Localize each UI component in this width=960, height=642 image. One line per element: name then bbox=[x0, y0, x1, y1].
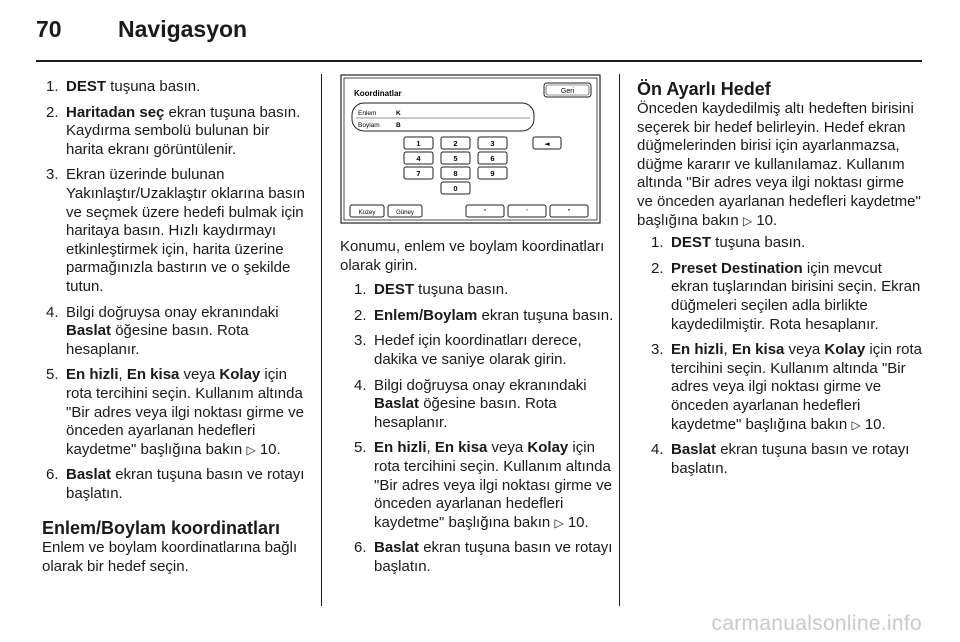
step-keyword: DEST bbox=[374, 281, 415, 299]
keypad-key-label: 3 bbox=[490, 139, 495, 148]
step-text: 10. bbox=[563, 513, 589, 531]
steps-list-left bbox=[42, 78, 310, 503]
page-reference-arrow-icon: ▷ bbox=[851, 417, 861, 432]
step-item bbox=[42, 78, 310, 97]
step-item bbox=[42, 104, 310, 160]
step-text: ekran tuşuna basın. Kaydırma sembolü bulunan bir harita ekranı görüntülenir. bbox=[66, 103, 301, 158]
page-title: Navigasyon bbox=[118, 16, 248, 42]
unit-key bbox=[508, 205, 546, 217]
step-text: tuşuna basın. bbox=[106, 78, 201, 95]
step-number: 6. bbox=[46, 466, 59, 484]
step-text: 10. bbox=[255, 440, 281, 458]
step-keyword: Baslat bbox=[66, 466, 112, 484]
keypad-key-1 bbox=[404, 137, 433, 149]
step-keyword: Baslat bbox=[374, 539, 420, 557]
step-number: 2. bbox=[354, 306, 367, 324]
step-text: veya bbox=[487, 439, 528, 457]
step-keyword: DEST bbox=[671, 234, 712, 252]
column-right bbox=[637, 78, 922, 485]
unit-key bbox=[550, 205, 588, 217]
south-button bbox=[388, 205, 422, 217]
column-left bbox=[42, 78, 310, 577]
unit-keys bbox=[466, 205, 588, 217]
backspace-icon: ◄ bbox=[544, 140, 550, 148]
step-number: 1. bbox=[46, 78, 59, 95]
step-item bbox=[350, 332, 615, 369]
step-item bbox=[350, 539, 615, 576]
back-button bbox=[544, 83, 591, 97]
backspace-key bbox=[533, 137, 561, 149]
step-item bbox=[350, 281, 615, 300]
section-heading-preset: Ön Ayarlı Hedef bbox=[637, 79, 771, 99]
page-reference-arrow-icon: ▷ bbox=[246, 442, 256, 457]
step-number: 2. bbox=[46, 103, 59, 121]
step-keyword: En hizli bbox=[671, 341, 724, 359]
page-reference-arrow-icon: ▷ bbox=[742, 213, 753, 228]
keypad-key-5 bbox=[441, 152, 470, 164]
coordinates-screen-illustration bbox=[340, 74, 602, 226]
step-number: 3. bbox=[354, 332, 367, 350]
step-text: için rota tercihini seçin. Kullanım altında "Bir adres veya ilgi noktası girme ve önceden ayarlanan hedefleri kaydetme" başlığına bakın bbox=[66, 366, 304, 458]
step-text: Bilgi doğruysa onay ekranındaki bbox=[374, 376, 587, 394]
step-keyword: Baslat bbox=[374, 395, 420, 413]
step-text: Hedef için koordinatları derece, dakika ve saniye olarak girin. bbox=[374, 332, 582, 368]
step-item bbox=[350, 439, 615, 532]
keypad-key-label: 4 bbox=[416, 154, 421, 163]
steps-list-right bbox=[637, 234, 922, 478]
keypad-key-label: 5 bbox=[453, 154, 458, 163]
keypad-key-label: 7 bbox=[416, 169, 421, 178]
step-keyword: Preset Destination bbox=[671, 259, 803, 277]
step-number: 1. bbox=[354, 281, 367, 299]
step-item bbox=[42, 304, 310, 360]
step-text: 10. bbox=[860, 415, 886, 433]
step-number: 5. bbox=[354, 439, 367, 457]
preset-intro-text: Önceden kaydedilmiş altı hedeften birisini seçerek bir hedef belirleyin. Hedef ekran düğmelerinden birisi için ayarlanmazsa, düğme kararır ve kullanılamaz. Kullanım altında "Bir adres veya ilgi noktası girme ve önceden ayarlanan hedefleri kaydetme" başlığına bakın bbox=[637, 100, 921, 229]
step-keyword: Baslat bbox=[671, 441, 717, 459]
unit-key bbox=[466, 205, 504, 217]
column-divider-1 bbox=[321, 74, 322, 606]
step-item bbox=[42, 166, 310, 296]
step-text: ekran tuşuna basın. bbox=[477, 306, 614, 324]
screen-title: Koordinatlar bbox=[354, 89, 402, 98]
step-number: 4. bbox=[354, 376, 367, 394]
keypad-key-label: 8 bbox=[453, 169, 458, 178]
step-keyword: Enlem/Boylam bbox=[374, 306, 478, 324]
unit-key-label: ' bbox=[526, 209, 528, 216]
steps-list-middle bbox=[340, 281, 615, 576]
step-text: veya bbox=[179, 366, 220, 384]
keypad-key-6 bbox=[478, 152, 507, 164]
latitude-label: Enlem bbox=[358, 110, 377, 117]
step-text: ekran tuşuna basın ve rotayı başlatın. bbox=[374, 539, 613, 575]
coordinates-screen-figure bbox=[340, 74, 602, 226]
step-keyword: En kisa bbox=[434, 439, 488, 457]
step-keyword: Haritadan seç bbox=[66, 103, 165, 121]
step-text: ekran tuşuna basın ve rotayı başlatın. bbox=[671, 441, 910, 477]
keypad-key-label: 0 bbox=[453, 184, 458, 193]
step-item bbox=[647, 260, 922, 334]
step-text: için mevcut ekran tuşlarından birisini seçin. Ekran düğmeleri seçilen adla birlikte kaydedilmiştir. Rota hesaplanır. bbox=[671, 259, 921, 333]
watermark: carmanualsonline.info bbox=[711, 612, 922, 635]
step-text: için rota tercihini seçin. Kullanım altında "Bir adres veya ilgi noktası girme ve önceden ayarlanan hedefleri kaydetme" başlığına bakın bbox=[671, 341, 922, 433]
longitude-value: B bbox=[396, 122, 401, 129]
step-keyword: DEST bbox=[66, 78, 107, 95]
step-text: Bilgi doğruysa onay ekranındaki bbox=[66, 303, 279, 321]
step-item bbox=[42, 366, 310, 459]
page-number: 70 bbox=[36, 16, 62, 42]
step-keyword: En kisa bbox=[731, 341, 785, 359]
step-text: için rota tercihini seçin. Kullanım altında "Bir adres veya ilgi noktası girme ve önceden ayarlanan hedefleri kaydetme" başlığına bakın bbox=[374, 439, 612, 531]
column-divider-2 bbox=[619, 74, 620, 606]
south-button-label: Güney bbox=[396, 210, 414, 216]
step-keyword: Kolay bbox=[219, 366, 261, 384]
keypad-key-label: 9 bbox=[490, 169, 495, 178]
keypad-key-3 bbox=[478, 137, 507, 149]
keypad-key-8 bbox=[441, 167, 470, 179]
step-keyword: En kisa bbox=[126, 366, 180, 384]
step-text: tuşuna basın. bbox=[711, 234, 806, 252]
step-text: öğesine basın. Rota hesaplanır. bbox=[66, 322, 249, 358]
step-number: 1. bbox=[651, 234, 664, 252]
section-paragraph-coordinates: Enlem ve boylam koordinatlarına bağlı olarak bir hedef seçin. bbox=[42, 539, 298, 576]
step-item bbox=[647, 341, 922, 434]
keypad-key-4 bbox=[404, 152, 433, 164]
step-number: 3. bbox=[46, 166, 59, 184]
keypad-key-7 bbox=[404, 167, 433, 179]
north-button bbox=[350, 205, 384, 217]
step-keyword: En hizli bbox=[66, 366, 119, 384]
keypad-key-label: 1 bbox=[416, 139, 421, 148]
keypad-key-9 bbox=[478, 167, 507, 179]
north-button-label: Kuzey bbox=[358, 210, 376, 216]
step-text: , bbox=[426, 439, 435, 457]
step-item bbox=[647, 441, 922, 478]
step-number: 5. bbox=[46, 366, 59, 384]
unit-key-label: " bbox=[567, 209, 571, 216]
keypad-key-label: 2 bbox=[453, 139, 458, 148]
step-text: , bbox=[723, 341, 732, 359]
step-item bbox=[42, 466, 310, 503]
step-text: veya bbox=[784, 341, 825, 359]
step-text: Ekran üzerinde bulunan Yakınlaştır/Uzaklaştır oklarına basın ve seçmek üzere hedefi bulmak için haritaya basın. Hızlı kaydırmayı etkinleştirmek için, harita üzerine parmağınızla bastırın ve o şekilde tutun. bbox=[66, 166, 305, 295]
keypad-key-0 bbox=[441, 182, 470, 194]
step-number: 3. bbox=[651, 341, 664, 359]
step-text: öğesine basın. Rota hesaplanır. bbox=[374, 395, 557, 431]
latitude-value: K bbox=[396, 110, 401, 117]
keypad-key-2 bbox=[441, 137, 470, 149]
step-keyword: Kolay bbox=[824, 341, 866, 359]
coordinates-intro: Konumu, enlem ve boylam koordinatları olarak girin. bbox=[340, 238, 605, 274]
step-text: tuşuna basın. bbox=[414, 281, 509, 299]
step-item bbox=[350, 307, 615, 326]
step-text: , bbox=[118, 366, 127, 384]
step-item bbox=[350, 377, 615, 433]
step-item bbox=[647, 234, 922, 253]
step-number: 4. bbox=[46, 303, 59, 321]
longitude-label: Boylam bbox=[358, 122, 380, 129]
section-heading-coordinates: Enlem/Boylam koordinatları bbox=[42, 518, 281, 539]
step-keyword: Baslat bbox=[66, 322, 112, 340]
keypad-key-label: 6 bbox=[490, 154, 495, 163]
step-text: ekran tuşuna basın ve rotayı başlatın. bbox=[66, 466, 305, 502]
header-divider bbox=[36, 60, 922, 62]
page-reference-arrow-icon: ▷ bbox=[554, 515, 564, 530]
step-keyword: En hizli bbox=[374, 439, 427, 457]
step-keyword: Kolay bbox=[527, 439, 569, 457]
unit-key-label: ° bbox=[483, 209, 487, 216]
step-number: 2. bbox=[651, 259, 664, 277]
preset-intro-end: 10. bbox=[752, 211, 778, 229]
page-header bbox=[0, 0, 960, 60]
back-button-label: Geri bbox=[560, 88, 575, 95]
step-number: 6. bbox=[354, 539, 367, 557]
column-middle bbox=[340, 238, 615, 584]
preset-intro bbox=[637, 100, 922, 230]
step-number: 4. bbox=[651, 441, 664, 459]
